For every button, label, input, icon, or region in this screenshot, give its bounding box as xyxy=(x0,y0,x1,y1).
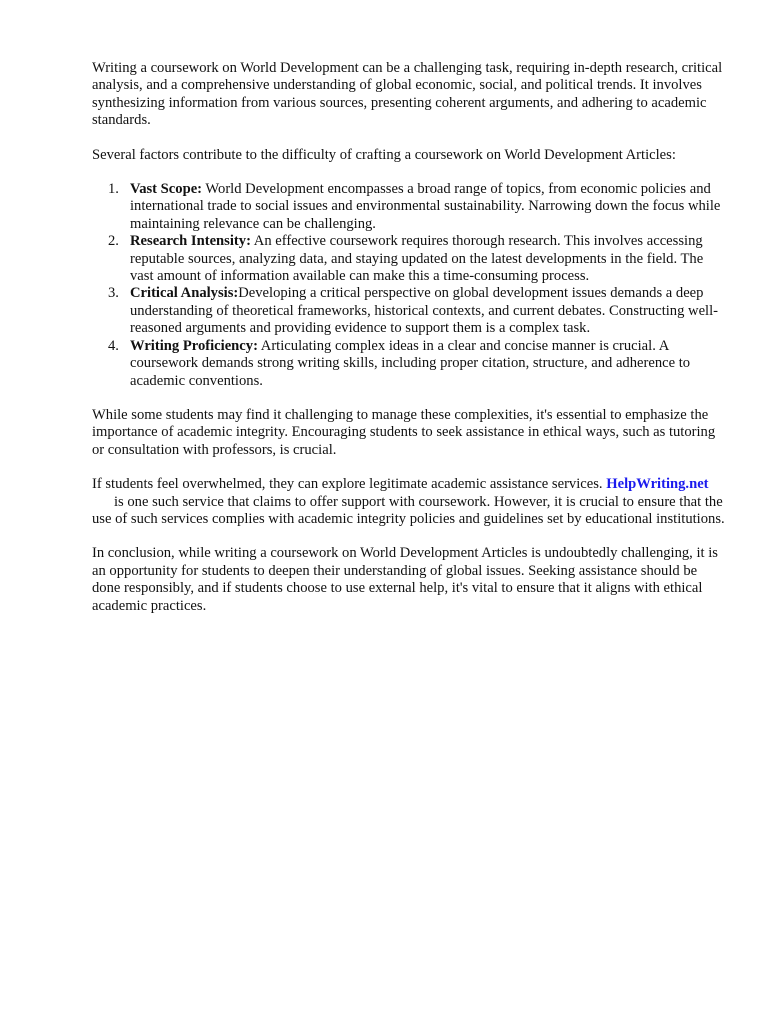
list-item-term: Research Intensity: xyxy=(130,233,251,250)
conclusion-paragraph: In conclusion, while writing a coursework on World Development Articles is undoubtedly challenging, it is an opportunity for students to deepen their understanding of global issues. Seeking assistance should be done responsibly, and if students choose to use external help, it's vital to ensure that it aligns with ethical academic practices. xyxy=(92,545,718,614)
list-item xyxy=(92,181,728,233)
list-item-text: World Development encompasses a broad range of topics, from economic policies and international trade to social issues and environmental sustainability. Narrowing down the focus while maintaining relevance can be challenging. xyxy=(130,181,721,232)
integrity-paragraph: While some students may find it challenging to manage these complexities, it's essential to emphasize the importance of academic integrity. Encouraging students to seek assistance in ethical ways, such as tutoring or consultation with professors, is crucial. xyxy=(92,406,716,458)
list-item-number: 2. xyxy=(108,233,119,250)
factors-list xyxy=(92,181,728,390)
list-item-text: An effective coursework requires thorough research. This involves accessing reputable sources, analyzing data, and staying updated on the latest developments in the field. The vast amount of information available can make this a time-consuming process. xyxy=(130,233,704,285)
list-item-number: 3. xyxy=(108,285,119,302)
intro-paragraph: Writing a coursework on World Development can be a challenging task, requiring in-depth research, critical analysis, and a comprehensive understanding of global economic, social, and political trends. It involves synthesizing information from various sources, presenting coherent arguments, and adhering to academic standards. xyxy=(92,60,723,129)
factors-intro-paragraph: Several factors contribute to the difficulty of crafting a coursework on World Development Articles: xyxy=(92,146,676,163)
list-item xyxy=(92,233,728,285)
list-item-term: Vast Scope: xyxy=(130,181,203,198)
list-item-text: Developing a critical perspective on global development issues demands a deep understanding of theoretical frameworks, historical contexts, and current debates. Constructing well-reasoned arguments and providing evidence to support them is a complex task. xyxy=(130,285,719,337)
services-rest-text: is one such service that claims to offer support with coursework. However, it is crucial to ensure that the use of such services complies with academic integrity policies and guidelines set by educational institutions. xyxy=(92,493,725,527)
list-item-term: Writing Proficiency: xyxy=(130,337,258,354)
list-item-term: Critical Analysis: xyxy=(130,285,239,302)
list-item xyxy=(92,285,728,337)
list-item-number: 4. xyxy=(108,337,119,354)
list-item-text: Articulating complex ideas in a clear and concise manner is crucial. A coursework demands strong writing skills, including proper citation, structure, and adherence to academic conventions. xyxy=(130,337,691,389)
services-lead-text: If students feel overwhelmed, they can explore legitimate academic assistance services. xyxy=(92,476,603,493)
list-item xyxy=(92,338,728,390)
services-paragraph xyxy=(92,476,728,528)
list-item-number: 1. xyxy=(108,181,119,198)
document-page xyxy=(92,60,728,632)
helpwriting-link[interactable]: HelpWriting.net xyxy=(606,476,709,493)
